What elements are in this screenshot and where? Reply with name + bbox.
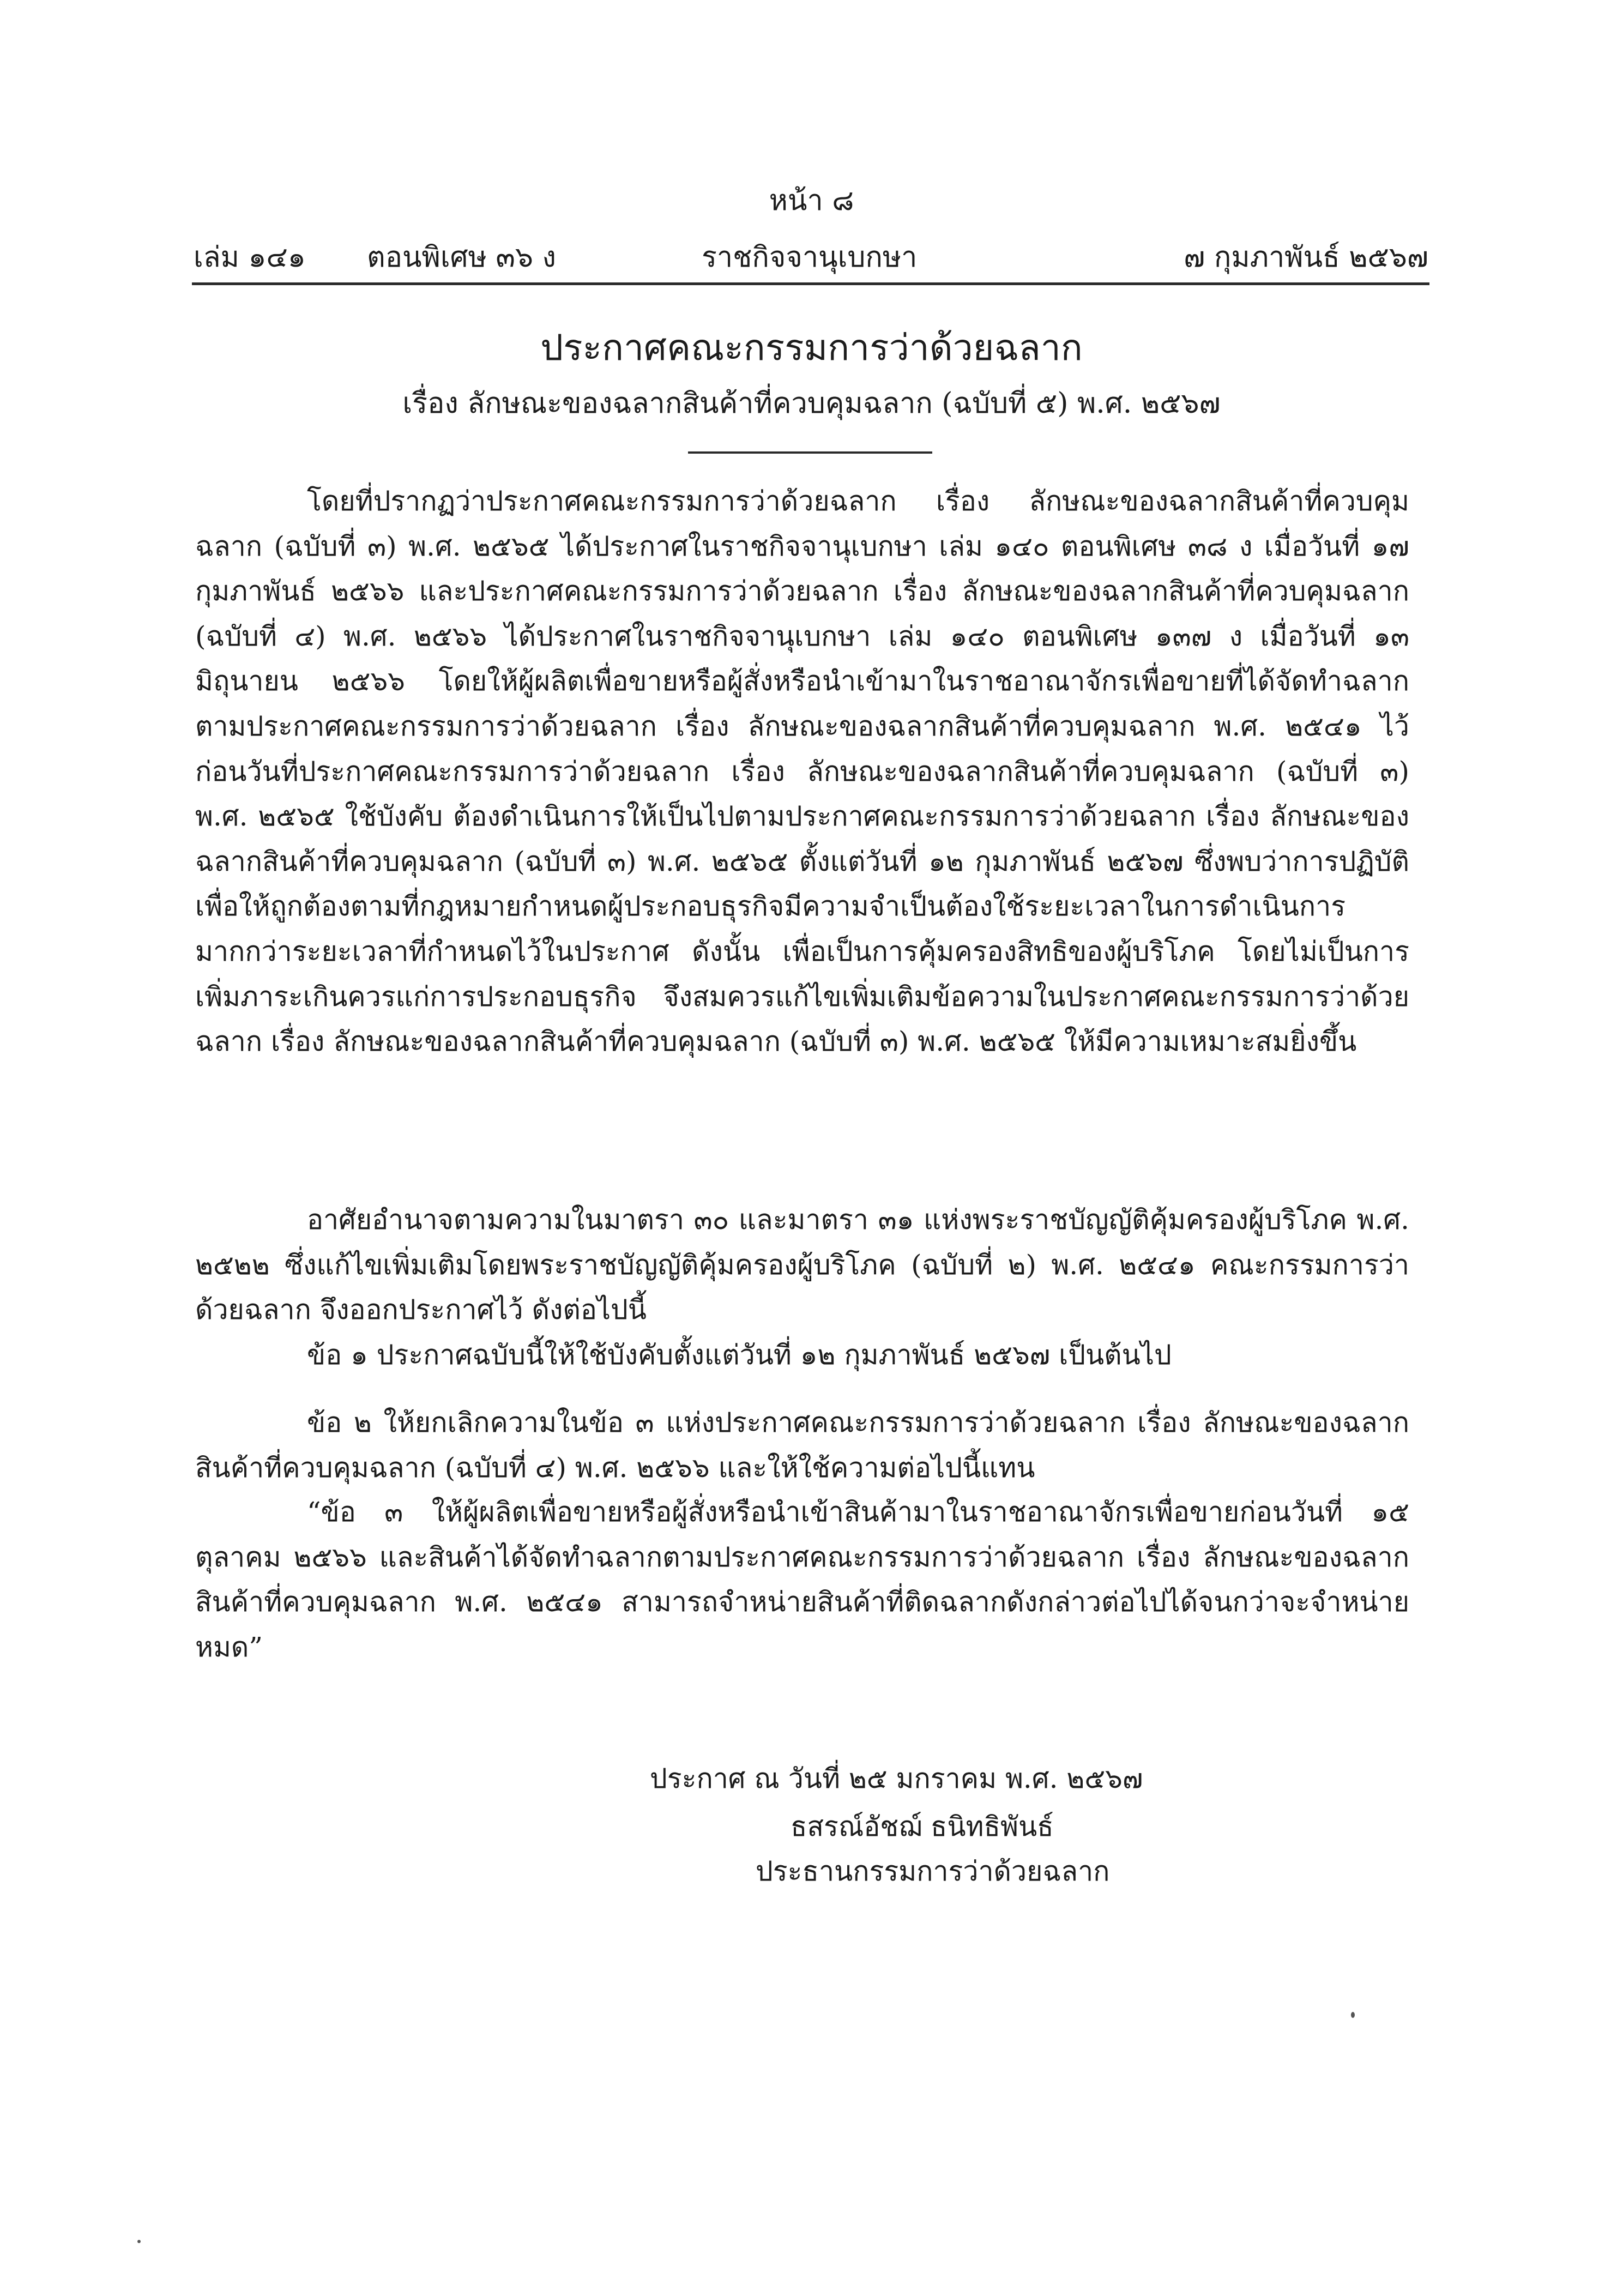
announcement-date: ประกาศ ณ วันที่ ๒๕ มกราคม พ.ศ. ๒๕๖๗: [650, 1763, 1143, 1794]
clause-1: ข้อ ๑ ประกาศฉบับนี้ให้ใช้บังคับตั้งแต่วันที่ ๑๒ กุมภาพันธ์ ๒๕๖๗ เป็นต้นไป: [307, 1339, 1172, 1371]
section-number: ตอนพิเศษ ๓๖ ง: [367, 241, 556, 274]
preamble-paragraph: โดยที่ปรากฏว่าประกาศคณะกรรมการว่าด้วยฉลาก เรื่อง ลักษณะของฉลากสินค้าที่ควบคุมฉลาก (ฉบับที่ ๓) พ.ศ. ๒๕๖๕ ได้ประกาศในราชกิจจานุเบกษา เล่ม ๑๔๐ ตอนพิเศษ ๓๘ ง เมื่อวันที่ ๑๗ กุมภาพันธ์ ๒๕๖๖ และประกาศคณะกรรมการว่าด้วยฉลาก เรื่อง ลักษณะของฉลากสินค้าที่ควบคุมฉลาก (ฉบับที่ ๔) พ.ศ. ๒๕๖๖ ได้ประกาศในราชกิจจานุเบกษา เล่ม ๑๔๐ ตอนพิเศษ ๑๓๗ ง เมื่อวันที่ ๑๓ มิถุนายน ๒๕๖๖ โดยให้ผู้ผลิตเพื่อขายหรือผู้สั่งหรือนำเข้ามาในราชอาณาจักรเพื่อขายที่ได้จัดทำฉลากตามประกาศคณะกรรมการว่าด้วยฉลาก เรื่อง ลักษณะของฉลากสินค้าที่ควบคุมฉลาก พ.ศ. ๒๕๔๑ ไว้ก่อนวันที่ประกาศคณะกรรมการว่าด้วยฉลาก เรื่อง ลักษณะของฉลากสินค้าที่ควบคุมฉลาก (ฉบับที่ ๓) พ.ศ. ๒๕๖๕ ใช้บังคับ ต้องดำเนินการให้เป็นไปตามประกาศคณะกรรมการว่าด้วยฉลาก เรื่อง ลักษณะของฉลากสินค้าที่ควบคุมฉลาก (ฉบับที่ ๓) พ.ศ. ๒๕๖๕ ตั้งแต่วันที่ ๑๒ กุมภาพันธ์ ๒๕๖๗ ซึ่งพบว่าการปฏิบัติเพื่อให้ถูกต้องตามที่กฎหมายกำหนดผู้ประกอบธุรกิจมีความจำเป็นต้องใช้ระยะเวลาในการดำเนินการมากกว่าระยะเวลาที่กำหนดไว้ในประกาศ ดังนั้น เพื่อเป็นการคุ้มครองสิทธิของผู้บริโภค โดยไม่เป็นการเพิ่มภาระเกินควรแก่การประกอบธุรกิจ จึงสมควรแก้ไขเพิ่มเติมข้อความในประกาศคณะกรรมการว่าด้วยฉลาก เรื่อง ลักษณะของฉลากสินค้าที่ควบคุมฉลาก (ฉบับที่ ๓) พ.ศ. ๒๕๖๕ ให้มีความเหมาะสมยิ่งขึ้น: [195, 485, 1409, 1058]
clause-3-text: “ข้อ ๓ ให้ผู้ผลิตเพื่อขายหรือผู้สั่งหรือนำเข้าสินค้ามาในราชอาณาจักรเพื่อขายก่อนวันที่ ๑๕ ตุลาคม ๒๕๖๖ และสินค้าได้จัดทำฉลากตามประกาศคณะกรรมการว่าด้วยฉลาก เรื่อง ลักษณะของฉลากสินค้าที่ควบคุมฉลาก พ.ศ. ๒๕๔๑ สามารถจำหน่ายสินค้าที่ติดฉลากดังกล่าวต่อไปได้จนกว่าจะจำหน่ายหมด”: [195, 1496, 1409, 1663]
scan-speck: [1351, 2012, 1355, 2018]
title-divider: [688, 451, 932, 454]
publication-date: ๗ กุมภาพันธ์ ๒๕๖๗: [1184, 241, 1428, 274]
scan-speck: [137, 2240, 141, 2243]
page-number: หน้า ๘: [769, 184, 854, 217]
signatory-name: ธสรณ์อัชฌ์ ธนิทธิพันธ์: [791, 1811, 1054, 1842]
signatory-position: ประธานกรรมการว่าด้วยฉลาก: [756, 1855, 1110, 1887]
volume-number: เล่ม ๑๔๑: [194, 241, 306, 274]
authority-paragraph: อาศัยอำนาจตามความในมาตรา ๓๐ และมาตรา ๓๑ แห่งพระราชบัญญัติคุ้มครองผู้บริโภค พ.ศ. ๒๕๒๒ ซึ่งแก้ไขเพิ่มเติมโดยพระราชบัญญัติคุ้มครองผู้บริโภค (ฉบับที่ ๒) พ.ศ. ๒๕๔๑ คณะกรรมการว่าด้วยฉลาก จึงออกประกาศไว้ ดังต่อไปนี้: [195, 1204, 1409, 1326]
announcement-subject: เรื่อง ลักษณะของฉลากสินค้าที่ควบคุมฉลาก (ฉบับที่ ๕) พ.ศ. ๒๕๖๗: [402, 387, 1221, 420]
gazette-header: [194, 236, 1428, 279]
announcement-title: ประกาศคณะกรรมการว่าด้วยฉลาก: [540, 327, 1083, 369]
publication-name: ราชกิจจานุเบกษา: [702, 241, 918, 274]
clause-2: ข้อ ๒ ให้ยกเลิกความในข้อ ๓ แห่งประกาศคณะกรรมการว่าด้วยฉลาก เรื่อง ลักษณะของฉลากสินค้าที่ควบคุมฉลาก (ฉบับที่ ๔) พ.ศ. ๒๕๖๖ และให้ใช้ความต่อไปนี้แทน: [195, 1407, 1409, 1484]
header-divider: [192, 282, 1429, 285]
